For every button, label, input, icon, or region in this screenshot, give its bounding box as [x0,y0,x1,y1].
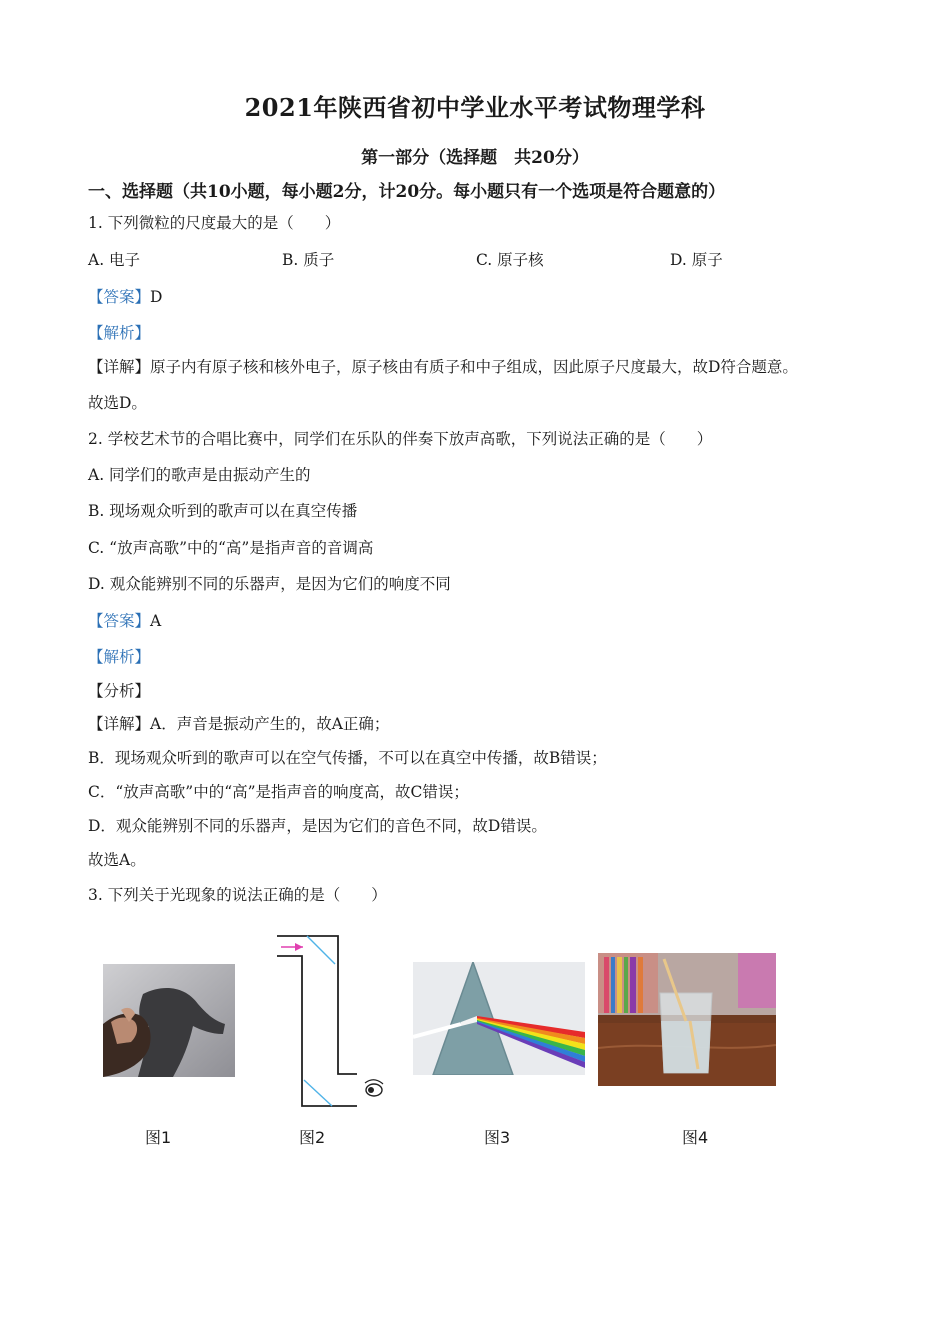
q2-stem: 2. 学校艺术节的合唱比赛中，同学们在乐队的伴奏下放声高歌，下列说法正确的是（ ） [88,430,713,448]
figure-4-caption: 图4 [682,1128,709,1147]
q2-option-b: B. 现场观众听到的歌声可以在真空传播 [88,502,358,520]
q2-answer-line [88,609,161,631]
figure-3-prism-dispersion-diagram [413,962,585,1075]
q1-answer-line [88,285,162,307]
q1-option-c: C. 原子核 [476,251,544,269]
q1-option-d: D. 原子 [670,251,723,269]
q2-analysis-tag: 【解析】 [88,648,151,666]
section-heading: 一、选择题（共10小题，每小题2分，计20分。每小题只有一个选项是符合题意的） [88,182,726,202]
q2-detail-b: B．现场观众听到的歌声可以在空气传播，不可以在真空中传播，故B错误； [88,749,607,767]
q1-conclusion: 故选D。 [88,394,147,412]
q1-analysis-tag: 【解析】 [88,324,151,342]
q3-stem: 3. 下列关于光现象的说法正确的是（ ） [88,886,387,904]
q2-option-a: A. 同学们的歌声是由振动产生的 [88,466,311,484]
q1-stem: 1. 下列微粒的尺度最大的是（ ） [88,214,341,232]
q2-conclusion: 故选A。 [88,851,146,869]
q1-detail: 【详解】原子内有原子核和核外电子，原子核由有质子和中子组成，因此原子尺度最大，故D符合题意。 [88,358,798,376]
part-heading: 第一部分（选择题 共20分） [361,148,589,168]
q2-detail-a: 【详解】A．声音是振动产生的，故A正确； [88,715,390,733]
q1-answer: D [150,288,163,306]
q2-analysis-sub: 【分析】 [88,682,151,700]
figure-3-caption: 图3 [484,1128,511,1147]
q2-detail-c: C．“放声高歌”中的“高”是指声音的响度高，故C错误； [88,783,469,801]
figure-2-periscope-diagram [275,934,390,1110]
answer-tag: 【答案】 [88,612,151,630]
figure-1-hand-shadow-image [103,964,235,1077]
q1-option-a: A. 电子 [88,251,141,269]
q2-answer: A [150,612,162,630]
answer-tag: 【答案】 [88,288,151,306]
page-title: 2021年陕西省初中学业水平考试物理学科 [244,93,706,122]
q2-detail-d: D．观众能辨别不同的乐器声，是因为它们的音色不同，故D错误。 [88,817,547,835]
figure-1-caption: 图1 [145,1128,172,1147]
figure-2-caption: 图2 [299,1128,326,1147]
q1-option-b: B. 质子 [282,251,335,269]
q2-option-d: D. 观众能辨别不同的乐器声，是因为它们的响度不同 [88,575,451,593]
figure-4-straw-in-glass-image [598,953,776,1086]
q2-option-c: C. “放声高歌”中的“高”是指声音的音调高 [88,539,374,557]
